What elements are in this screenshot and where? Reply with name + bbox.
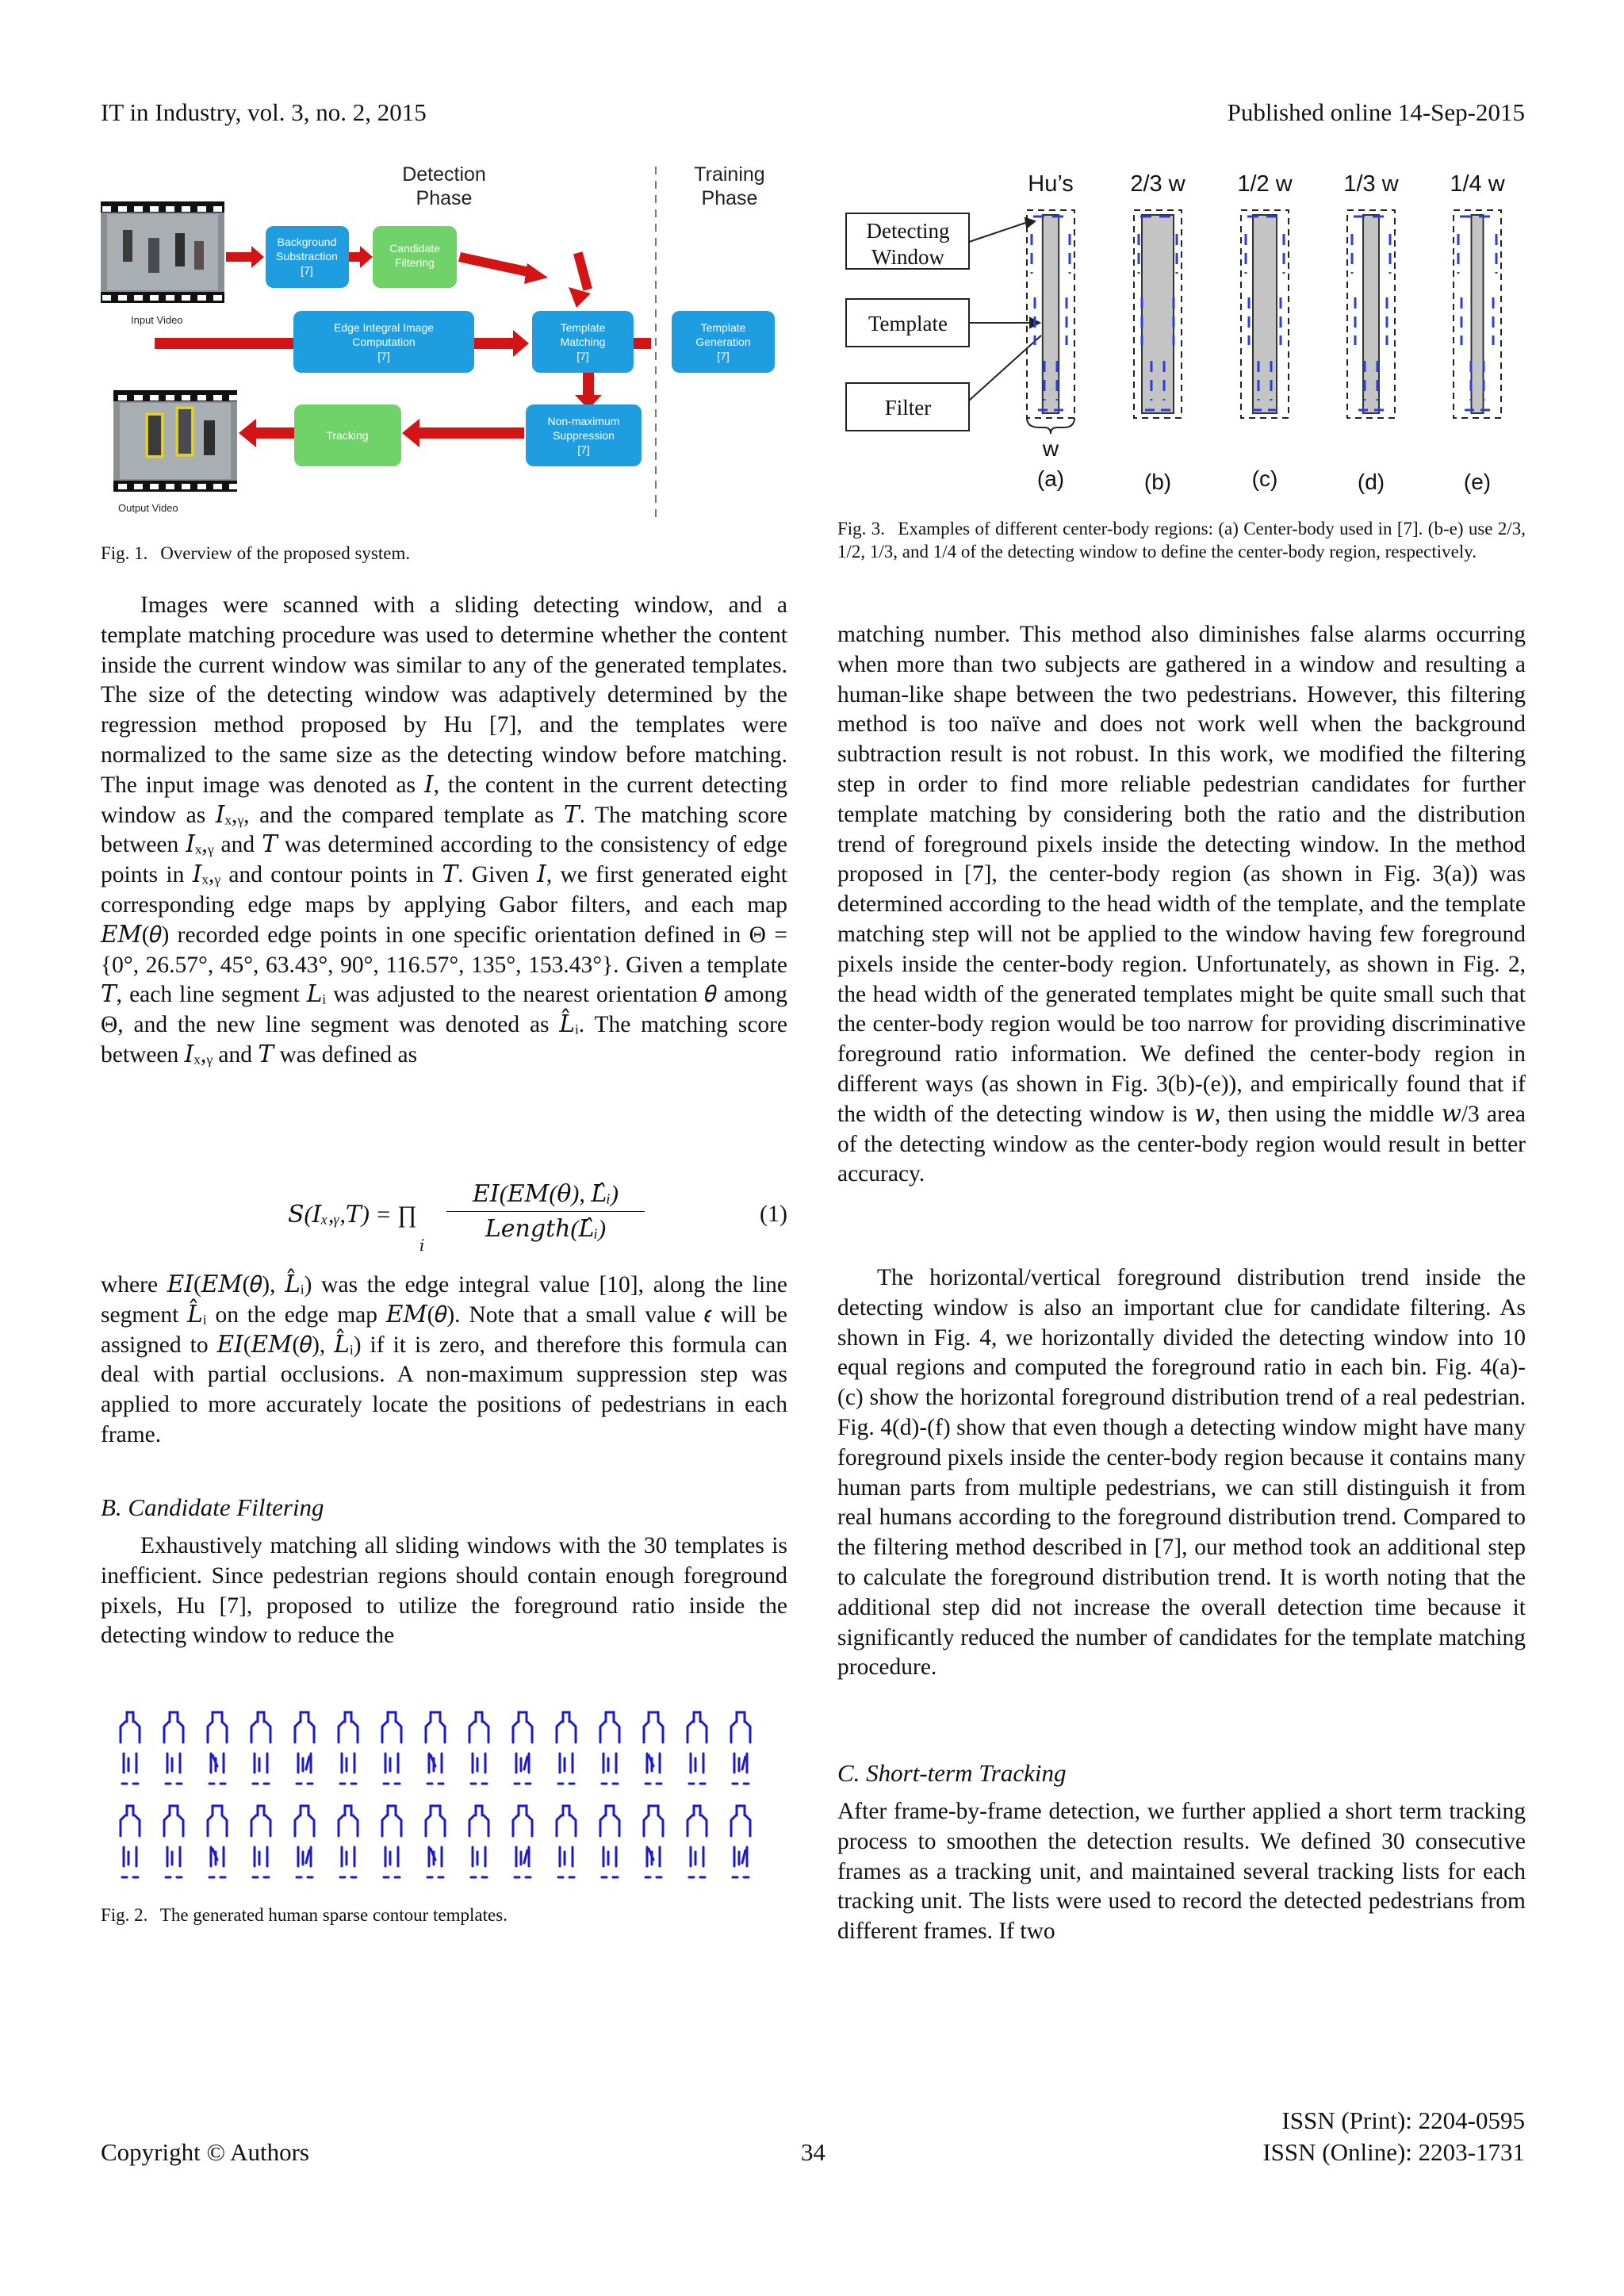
fig1-system-overview: [99, 159, 797, 531]
detecting-window-b: [1134, 210, 1182, 418]
svg-text:Non-maximum: Non-maximum: [547, 415, 620, 427]
equation-fraction: [446, 1180, 645, 1243]
contour-template: [469, 1806, 488, 1877]
svg-text:Background: Background: [277, 236, 337, 248]
fig3-sublabel-b: (b): [1143, 470, 1172, 494]
svg-text:Tracking: Tracking: [326, 429, 369, 442]
contour-template: [469, 1712, 488, 1784]
legend-detecting-window-2: Window: [871, 245, 944, 269]
svg-text:Substraction: Substraction: [276, 250, 338, 263]
right-col-para2: The horizontal/vertical foreground distribution trend inside the detecting window is also an important clue for candidate filtering. As shown in Fig. 4, we horizontally divided the detecting window into 10 equal regions and computed the foreground ratio in each bin. Fig. 4(a)-(c) show the horizontal foreground distribution trend of a real pedestrian. Fig. 4(d)-(f) show that even though a detecting window might have many foreground pixels inside the center-body region because it contains many human parts from multiple pedestrians, we can still distinguish it from real humans according to the foreground distribution trend. Compared to the filtering method described in [7], our method took an additional step to calculate the foreground distribution trend. It is worth noting that the additional step did not increase the overall detection time because it significantly reduced the number of candidates for the template matching procedure.: [837, 1265, 1526, 1681]
contour-template: [644, 1712, 663, 1784]
contour-template: [426, 1712, 445, 1784]
fig3-caption: [837, 517, 1526, 563]
detecting-window-c: [1241, 210, 1289, 418]
svg-text:Candidate: Candidate: [389, 242, 440, 255]
running-header-right: Published online 14-Sep-2015: [1227, 98, 1525, 126]
contour-template: [644, 1806, 663, 1877]
contour-template: [513, 1806, 532, 1877]
svg-text:[7]: [7]: [377, 350, 390, 362]
box-template-generation: [672, 311, 775, 373]
left-col-para3: Exhaustively matching all sliding windows with the 30 templates is inefficient. Since pedestrian regions should contain enough foreground pixels, Hu [7], proposed to utilize the foreground ratio inside the detecting window to reduce the: [101, 1533, 787, 1649]
section-c-heading: C. Short-term Tracking: [837, 1759, 1067, 1787]
equation-number: (1): [760, 1201, 787, 1227]
section-b-heading: B. Candidate Filtering: [101, 1493, 324, 1521]
fig3-center-body-regions: [837, 163, 1534, 504]
fig1-caption-text: Overview of the proposed system.: [160, 543, 411, 563]
box-edge-integral-image: [293, 311, 474, 373]
box-background-subtraction: [266, 226, 349, 288]
contour-template: [251, 1806, 270, 1877]
phase-detection-label-2: Phase: [416, 187, 473, 209]
fig3-title-c: 1/2 w: [1237, 171, 1293, 197]
footer-issn-print: ISSN (Print): 2204-0595: [1281, 2106, 1525, 2134]
box-tracking: [294, 404, 401, 466]
output-video-label: Output Video: [118, 502, 178, 514]
fig2-contour-templates: [111, 1701, 777, 1892]
contour-template: [557, 1806, 576, 1877]
fig2-caption: [101, 1903, 508, 1926]
svg-text:[7]: [7]: [577, 443, 590, 456]
svg-text:Suppression: Suppression: [553, 429, 615, 442]
contour-template: [208, 1712, 227, 1784]
w-label: w: [1042, 436, 1059, 461]
page-number: 34: [801, 2138, 825, 2166]
svg-text:[7]: [7]: [301, 264, 313, 277]
fig3-title-e: 1/4 w: [1450, 171, 1505, 197]
svg-text:Template: Template: [560, 321, 606, 334]
svg-text:[7]: [7]: [576, 350, 589, 362]
svg-text:[7]: [7]: [717, 350, 730, 362]
equation-numerator: 𝐸𝐼(𝐸𝑀(𝜃), 𝐿̂ᵢ): [446, 1180, 645, 1212]
contour-template: [688, 1806, 707, 1877]
contour-template: [513, 1712, 532, 1784]
contour-template: [688, 1712, 707, 1784]
contour-template: [164, 1712, 183, 1784]
phase-detection-label: Detection: [402, 163, 486, 186]
box-non-maximum-suppression: [526, 404, 642, 466]
input-video-thumbnail: [101, 201, 224, 303]
contour-template: [295, 1712, 314, 1784]
svg-text:Computation: Computation: [352, 335, 416, 348]
phase-training-label: Training: [694, 163, 765, 186]
contour-template: [121, 1806, 140, 1877]
legend-detecting-window: Detecting: [866, 219, 950, 243]
fig1-caption-label: Fig. 1.: [101, 543, 148, 563]
left-col-para2: where 𝐸𝐼(𝐸𝑀(𝜃), 𝐿̂ᵢ) was the edge integral value [10], along the line segment 𝐿̂ᵢ on the edge map 𝐸𝑀(𝜃). Note that a small value 𝜖 will be assigned to 𝐸𝐼(𝐸𝑀(𝜃), 𝐿̂ᵢ) if it is zero, and therefore this formula can deal with partial occlusions. A non-maximum suppression step was applied to more accurately locate the positions of pedestrians in each frame.: [101, 1272, 787, 1447]
contour-template: [382, 1806, 401, 1877]
equation-1: [288, 1180, 787, 1259]
fig3-sublabel-a: (a): [1036, 466, 1065, 491]
box-candidate-filtering: [373, 226, 457, 288]
fig3-sublabel-e: (e): [1463, 470, 1492, 494]
fig3-sublabel-c: (c): [1251, 466, 1278, 491]
w-brace: [1027, 418, 1074, 434]
fig2-caption-text: The generated human sparse contour templates.: [159, 1905, 508, 1925]
box-template-matching: [532, 311, 634, 373]
fig2-caption-label: Fig. 2.: [101, 1905, 148, 1925]
svg-text:Edge Integral Image: Edge Integral Image: [333, 321, 435, 334]
output-video-thumbnail: [113, 390, 237, 492]
fig3-caption-label: Fig. 3.: [837, 519, 886, 539]
contour-template: [557, 1712, 576, 1784]
contour-template: [731, 1712, 750, 1784]
footer-issn-online: ISSN (Online): 2203-1731: [1262, 2138, 1525, 2166]
equation-lhs: 𝑆(𝐼ₓ,ᵧ,𝑇) = ∏: [288, 1202, 417, 1228]
running-header-left: IT in Industry, vol. 3, no. 2, 2015: [101, 98, 427, 126]
detecting-window-e: [1454, 210, 1501, 418]
contour-template: [251, 1712, 270, 1784]
footer-copyright: Copyright © Authors: [101, 2138, 309, 2166]
contour-template: [600, 1712, 619, 1784]
legend-template: Template: [868, 312, 948, 335]
fig3-sublabel-d: (d): [1357, 470, 1385, 494]
contour-template: [295, 1806, 314, 1877]
fig3-title-d: 1/3 w: [1343, 171, 1399, 197]
fig3-caption-text: Examples of different center-body regions: (a) Center-body used in [7]. (b-e) use 2/3, 1/2, 1/3, and 1/4 of the detecting window to define the center-body region, respectively.: [837, 519, 1526, 562]
fig1-caption: [101, 542, 410, 565]
detecting-window-d: [1347, 210, 1395, 418]
contour-template: [208, 1806, 227, 1877]
phase-training-label-2: Phase: [701, 187, 758, 209]
left-col-para1: Images were scanned with a sliding detecting window, and a template matching procedure was used to determine whether the content inside the current window was similar to any of the generated templates. The size of the detecting window was adaptively determined by the regression method proposed by Hu [7], and the templates were normalized to the same size as the detecting window before matching. The input image was denoted as 𝐼, the content in the current detecting window as 𝐼ₓ,ᵧ, and the compared template as 𝑇. The matching score between 𝐼ₓ,ᵧ and 𝑇 was determined according to the consistency of edge points in 𝐼ₓ,ᵧ and contour points in 𝑇. Given 𝐼, we first generated eight corresponding edge maps by applying Gabor filters, and each map 𝐸𝑀(𝜃) recorded edge points in one specific orientation defined in Θ = {0°, 26.57°, 45°, 63.43°, 90°, 116.57°, 135°, 153.43°}. Given a template 𝑇, each line segment 𝐿ᵢ was adjusted to the nearest orientation 𝜃 among Θ, and the new line segment was denoted as 𝐿̂ᵢ. The matching score between 𝐼ₓ,ᵧ and 𝑇 was defined as: [101, 592, 787, 1068]
contour-template: [382, 1712, 401, 1784]
contour-template: [600, 1806, 619, 1877]
contour-template: [731, 1806, 750, 1877]
svg-text:Matching: Matching: [560, 335, 606, 348]
detecting-window-a: [1027, 210, 1074, 418]
svg-text:Generation: Generation: [695, 335, 751, 348]
svg-text:Filtering: Filtering: [395, 256, 435, 269]
equation-denominator: 𝐿𝑒𝑛𝑔𝑡ℎ(𝐿̂ᵢ): [485, 1216, 607, 1242]
right-col-para1: matching number. This method also diminishes false alarms occurring when more than two subjects are gathered in a window and resulting a human-like shape between the two pedestrians. However, this filtering method is too naïve and does not work well when the background subtraction result is not robust. In this work, we modified the filtering step in order to find more reliable pedestrian candidates for further template matching by considering both the ratio and the distribution trend of foreground pixels inside the detecting window. In the method proposed in [7], the center-body region (as shown in Fig. 3(a)) was determined according to the head width of the template, and the template matching step will not be applied to the window having few foreground pixels inside the center-body region. Unfortunately, as shown in Fig. 2, the head width of the generated templates might be quite small such that the center-body region would be too narrow for providing discriminative foreground ratio information. We defined the center-body region in different ways (as shown in Fig. 3(b)-(e)), and empirically found that if the width of the detecting window is 𝑤, then using the middle 𝑤/3 area of the detecting window as the center-body region would result in better accuracy.: [837, 622, 1526, 1187]
contour-template: [339, 1712, 358, 1784]
equation-sub: 𝑖: [419, 1237, 425, 1255]
fig3-title-b: 2/3 w: [1130, 171, 1185, 197]
contour-template: [164, 1806, 183, 1877]
contour-template: [121, 1712, 140, 1784]
svg-text:Template: Template: [700, 321, 746, 334]
input-video-label: Input Video: [131, 314, 183, 326]
fig3-title-a: Hu’s: [1028, 171, 1074, 197]
contour-template: [339, 1806, 358, 1877]
legend-filter: Filter: [884, 396, 932, 420]
right-col-para3: After frame-by-frame detection, we further applied a short term tracking process to smoothen the detection results. We defined 30 consecutive frames as a tracking unit, and maintained several tracking lists for each tracking unit. The lists were used to record the detected pedestrians from different frames. If two: [837, 1799, 1526, 1945]
contour-template: [426, 1806, 445, 1877]
